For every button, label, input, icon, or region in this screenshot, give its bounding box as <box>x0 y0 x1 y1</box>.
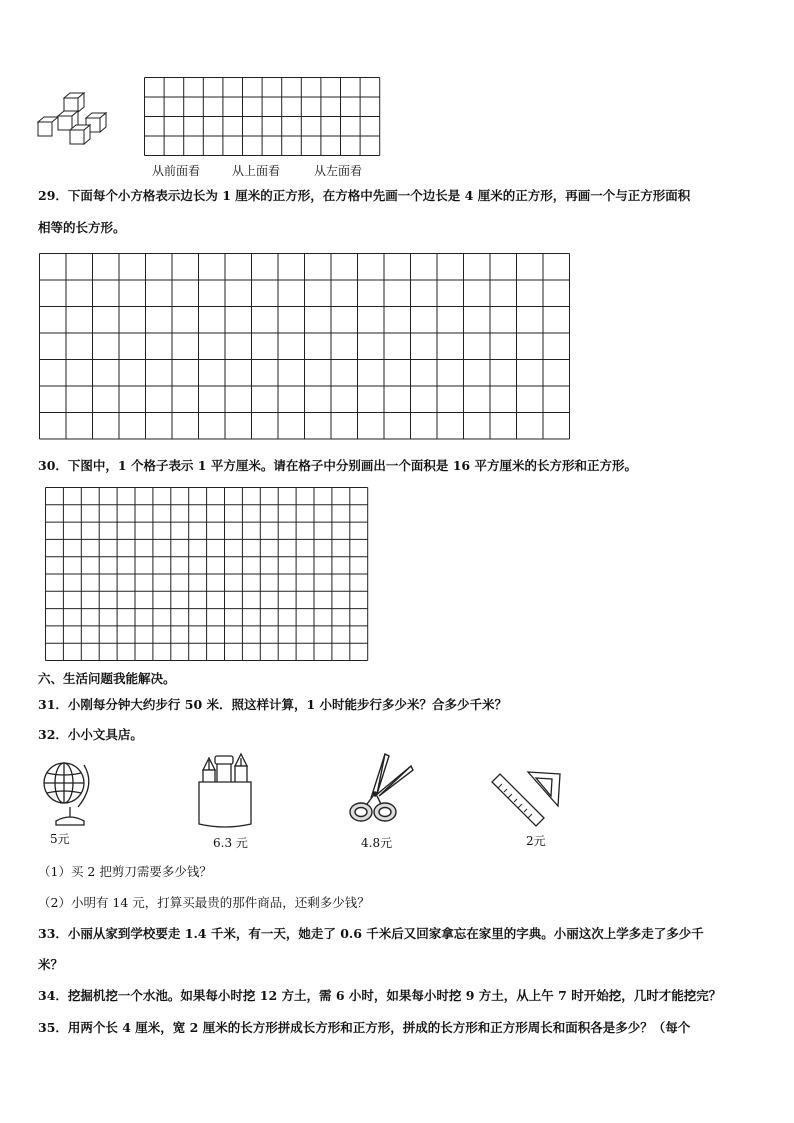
view-label-front: 从前面看 <box>152 164 201 178</box>
question-29-line1: 29．下面每个小方格表示边长为 1 厘米的正方形，在方格中先画一个边长是 4 厘米的正方形，再画一个与正方形面积 <box>38 188 691 203</box>
question-31: 31．小刚每分钟大约步行 50 米．照这样计算，1 小时能步行多少米？合多少千米？ <box>38 697 508 712</box>
scissors-icon <box>345 750 417 828</box>
pencil-cup-icon <box>195 752 259 828</box>
view-label-top: 从上面看 <box>232 164 281 178</box>
grid-q30[interactable] <box>45 487 370 662</box>
grid-q29[interactable] <box>39 253 572 440</box>
question-30: 30．下图中，1 个格子表示 1 平方厘米。请在格子中分别画出一个面积是 16 平方厘米的长方形和正方形。 <box>38 458 637 473</box>
question-29-line2: 相等的长方形。 <box>38 220 126 235</box>
question-33-line2: 米？ <box>38 957 64 972</box>
question-33-line1: 33．小丽从家到学校要走 1.4 千米，有一天，她走了 0.6 千米后又回家拿忘在家里的字典。小丽这次上学多走了多少千 <box>38 926 704 941</box>
price-pencil-cup: 6.3 元 <box>213 836 248 850</box>
question-34: 34．挖掘机挖一个水池。如果每小时挖 12 方土，需 6 小时，如果每小时挖 9 方土，从上午 7 时开始挖，几时才能挖完？ <box>38 988 722 1003</box>
question-32-sub1: （1）买 2 把剪刀需要多少钱？ <box>38 864 212 879</box>
price-ruler-set: 2元 <box>526 834 546 848</box>
view-label-left: 从左面看 <box>314 164 363 178</box>
cube-stack-figure <box>36 92 108 150</box>
section-6-title: 六、生活问题我能解决。 <box>38 671 176 686</box>
price-globe: 5元 <box>50 832 70 846</box>
views-grid[interactable] <box>144 77 381 157</box>
question-32-sub2: （2）小明有 14 元，打算买最贵的那件商品，还剩多少钱？ <box>38 895 370 910</box>
question-32-title: 32．小小文具店。 <box>38 727 143 742</box>
question-35: 35．用两个长 4 厘米，宽 2 厘米的长方形拼成长方形和正方形，拼成的长方形和正方形周长和面积各是多少？（每个 <box>38 1020 691 1035</box>
ruler-set-icon <box>488 768 564 828</box>
globe-icon <box>38 755 94 831</box>
price-scissors: 4.8元 <box>361 836 393 850</box>
